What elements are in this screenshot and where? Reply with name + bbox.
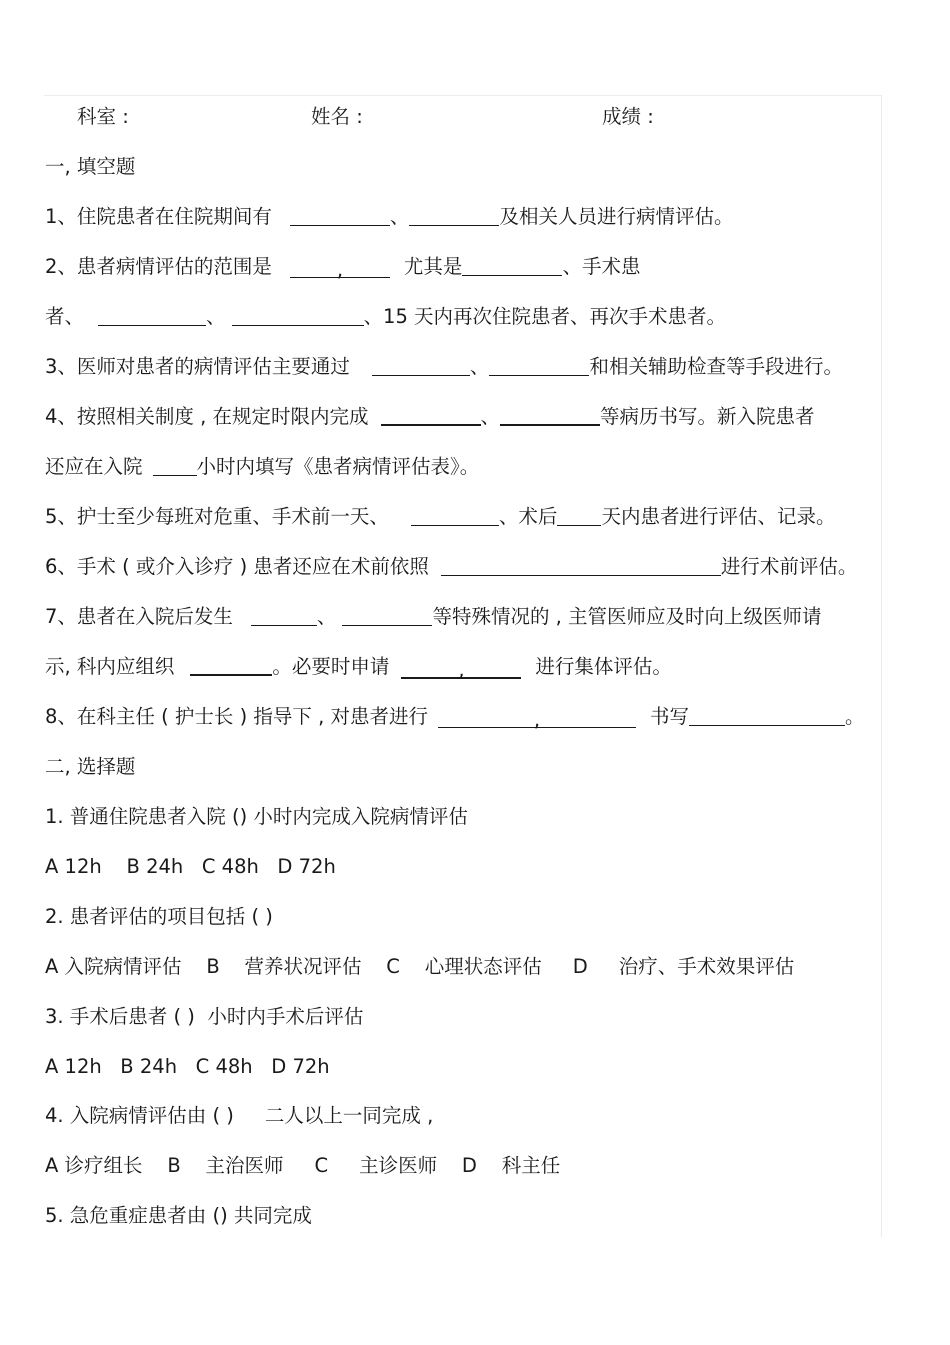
section1-title: 一, 填空题 — [45, 155, 136, 178]
q3-text-a: 3、医师对患者的病情评估主要通过 — [45, 355, 350, 378]
q3-text-b: 和相关辅助检查等手段进行。 — [589, 355, 843, 378]
q7-blank-2[interactable] — [342, 603, 432, 626]
q2-text-b: 尤其是 — [403, 255, 463, 278]
question-1-4-cont — [45, 452, 479, 482]
q1-sep: 、 — [389, 205, 410, 228]
q3-blank-1[interactable] — [372, 353, 470, 376]
choice-question-1-options: A 12h B 24h C 48h D 72h — [45, 855, 336, 878]
name-label: 姓名 : — [311, 105, 363, 128]
choice-question-5: 5. 急危重症患者由 () 共同完成 — [45, 1204, 312, 1227]
choice-question-2-options: A 入院病情评估 B 营养状况评估 C 心理状态评估 D 治疗、手术效果评估 — [45, 955, 795, 978]
q4-text-a: 4、按照相关制度 , 在规定时限内完成 — [45, 405, 369, 428]
q7-sep: 、 — [316, 605, 337, 628]
question-1-5 — [45, 502, 835, 532]
q4-blank-1[interactable] — [381, 402, 481, 426]
q1-text-b: 及相关人员进行病情评估。 — [499, 205, 734, 228]
q6-text-b: 进行术前评估。 — [720, 555, 858, 578]
q5-text-a: 5、护士至少每班对危重、手术前一天、 — [45, 505, 389, 528]
question-1-6 — [45, 552, 857, 582]
q2b-blank-2[interactable] — [232, 303, 364, 326]
q7b-blank-1[interactable] — [190, 652, 272, 676]
q7b-text-c: 进行集体评估。 — [535, 655, 672, 678]
choice-question-3: 3. 手术后患者 ( ) 小时内手术后评估 — [45, 1005, 364, 1028]
section2-title: 二, 选择题 — [45, 755, 136, 778]
question-1-7-cont — [45, 652, 672, 682]
choice-question-4-options: A 诊疗组长 B 主治医师 C 主诊医师 D 科主任 — [45, 1154, 561, 1177]
question-1-2 — [45, 252, 640, 282]
q7-text-a: 7、患者在入院后发生 — [45, 605, 233, 628]
q7b-blank-2[interactable] — [401, 655, 521, 679]
q4b-text-b: 小时内填写《患者病情评估表》。 — [196, 455, 480, 478]
q5-text-b: 、术后 — [498, 505, 558, 528]
q8-text-c: 。 — [845, 705, 865, 728]
q6-text-a: 6、手术 ( 或介入诊疗 ) 患者还应在术前依照 — [45, 555, 429, 578]
q2b-blank-1[interactable] — [98, 303, 206, 326]
q1-blank-2[interactable] — [409, 203, 499, 226]
choice-question-4: 4. 入院病情评估由 ( ) 二人以上一同完成 , — [45, 1104, 434, 1127]
q4-sep: 、 — [480, 405, 501, 428]
question-1-8 — [45, 702, 865, 732]
q8-comma: , — [533, 708, 541, 731]
q2-blank-1[interactable] — [290, 255, 390, 281]
q3-blank-2[interactable] — [489, 353, 589, 376]
q1-blank-1[interactable] — [290, 203, 390, 226]
q2b-text-b: 、15 天内再次住院患者、再次手术患者。 — [363, 305, 727, 328]
q6-blank-1[interactable] — [441, 553, 721, 576]
q7-blank-1[interactable] — [251, 603, 317, 626]
q2b-text-a: 者、 — [45, 305, 85, 328]
q5-blank-1[interactable] — [411, 503, 499, 526]
q8-blank-2[interactable] — [689, 703, 845, 726]
q7b-text-b: 。必要时申请 — [272, 655, 390, 678]
q2-blank-2[interactable] — [462, 253, 562, 276]
q8-text-a: 8、在科主任 ( 护士长 ) 指导下 , 对患者进行 — [45, 705, 429, 728]
q2-comma: , — [336, 258, 344, 281]
q4-text-b: 等病历书写。新入院患者 — [600, 405, 815, 428]
choice-question-3-options: A 12h B 24h C 48h D 72h — [45, 1055, 330, 1078]
q4b-text-a: 还应在入院 — [45, 455, 143, 478]
q5-text-c: 天内患者进行评估、记录。 — [601, 505, 836, 528]
q8-blank-1[interactable] — [438, 705, 636, 731]
score-label: 成绩 : — [602, 105, 654, 128]
q7-text-b: 等特殊情况的 , 主管医师应及时向上级医师请 — [432, 605, 822, 628]
q4-blank-2[interactable] — [500, 402, 600, 426]
question-1-2-cont — [45, 302, 726, 332]
q1-text-a: 1、住院患者在住院期间有 — [45, 205, 272, 228]
q5-blank-2[interactable] — [557, 503, 601, 526]
choice-question-1: 1. 普通住院患者入院 () 小时内完成入院病情评估 — [45, 805, 468, 828]
department-label: 科室 : — [77, 105, 129, 128]
q7b-text-a: 示, 科内应组织 — [45, 655, 175, 678]
q4b-blank-1[interactable] — [153, 453, 197, 476]
q3-sep: 、 — [469, 355, 490, 378]
choice-question-2: 2. 患者评估的项目包括 ( ) — [45, 905, 273, 928]
question-1-7 — [45, 602, 822, 632]
q2-text-a: 2、患者病情评估的范围是 — [45, 255, 272, 278]
question-1-3 — [45, 352, 843, 382]
question-1-1 — [45, 202, 733, 232]
question-1-4 — [45, 402, 815, 432]
q7b-comma: , — [458, 658, 465, 681]
q2b-sep: 、 — [206, 305, 226, 328]
q8-text-b: 书写 — [650, 705, 690, 728]
q2-text-c: 、手术患 — [562, 255, 641, 278]
